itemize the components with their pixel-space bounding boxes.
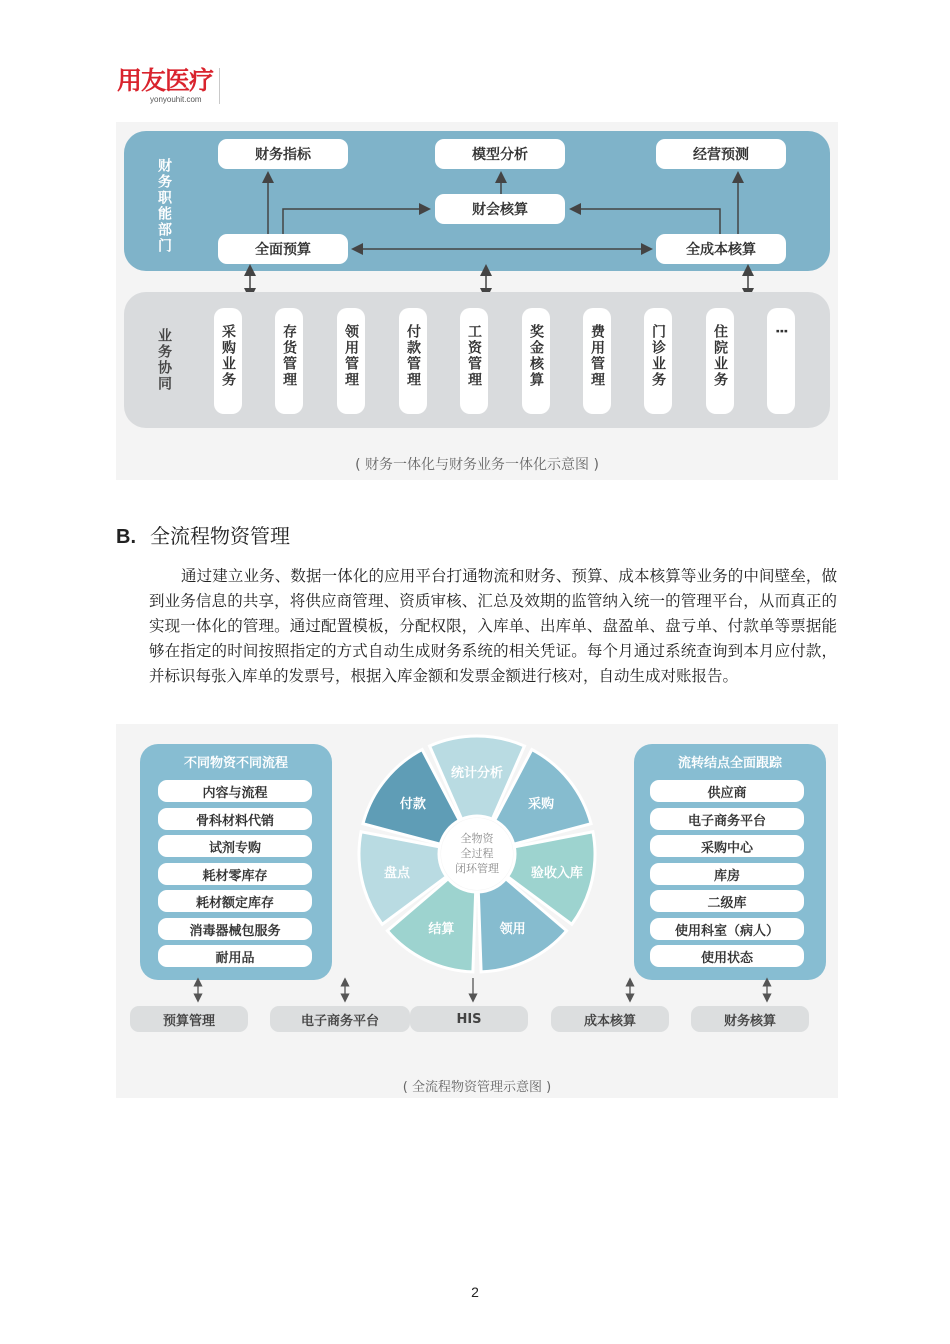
pill-full-cost: 全成本核算: [656, 234, 786, 264]
column-requisition: 领用管理: [337, 308, 365, 414]
wheel-segment-label: 验收入库: [530, 866, 583, 882]
bottom-finance: 财务核算: [691, 1006, 809, 1032]
left-item: 耗材额定库存: [158, 890, 312, 912]
column-inpatient: 住院业务: [706, 308, 734, 414]
page-number: 2: [471, 1284, 479, 1300]
right-item: 库房: [650, 863, 804, 885]
column-procurement: 采购业务: [214, 308, 242, 414]
right-item: 使用状态: [650, 945, 804, 967]
wheel-segment-label: 领用: [499, 921, 526, 937]
column-expense: 费用管理: [583, 308, 611, 414]
pill-model-analysis: 模型分析: [435, 139, 565, 169]
pill-business-forecast: 经营预测: [656, 139, 786, 169]
figure-material-management: [116, 724, 838, 1098]
bottom-ecommerce: 电子商务平台: [270, 1006, 410, 1032]
left-item: 消毒器械包服务: [158, 918, 312, 940]
right-item: 使用科室（病人）: [650, 918, 804, 940]
left-panel-title: 不同物资不同流程: [183, 756, 288, 771]
left-item: 耐用品: [158, 945, 312, 967]
column-payment: 付款管理: [399, 308, 427, 414]
column-salary: 工资管理: [460, 308, 488, 414]
wheel-segment-label: 付款: [399, 796, 426, 812]
column-inventory: 存货管理: [275, 308, 303, 414]
column-more: ⋮: [767, 308, 795, 414]
column-outpatient: 门诊业务: [644, 308, 672, 414]
right-item: 供应商: [650, 780, 804, 802]
figure1-caption: ( 财务一体化与财务业务一体化示意图 ): [355, 457, 599, 473]
pill-accounting: 财会核算: [435, 194, 565, 224]
wheel-segment-label: 盘点: [384, 866, 411, 882]
right-item: 采购中心: [650, 835, 804, 857]
left-item: 耗材零库存: [158, 863, 312, 885]
wheel-center-label: 闭环管理: [455, 862, 499, 875]
left-item: 内容与流程: [158, 780, 312, 802]
logo-text: 用友医疗: [117, 66, 214, 95]
section-heading: [116, 520, 290, 549]
bottom-budget: 预算管理: [130, 1006, 248, 1032]
left-item: 试剂专购: [158, 835, 312, 857]
bottom-cost: 成本核算: [551, 1006, 669, 1032]
right-panel-title: 流转结点全面跟踪: [677, 756, 782, 771]
wheel-center-label: 全过程: [460, 847, 494, 860]
pill-budget: 全面预算: [218, 234, 348, 264]
bottom-arrows: [116, 974, 838, 1008]
logo-divider: [219, 68, 220, 104]
left-item: 骨科材料代销: [158, 808, 312, 830]
logo-url: yonyouhit.com: [150, 95, 202, 104]
business-label: 业务协同: [156, 328, 172, 392]
figure2-caption: ( 全流程物资管理示意图 ): [402, 1080, 552, 1095]
wheel-segment-label: 统计分析: [450, 766, 504, 781]
wheel-center-label: 全物资: [460, 832, 494, 845]
section-title: 全流程物资管理: [150, 524, 290, 548]
right-item: 电子商务平台: [650, 808, 804, 830]
column-bonus: 奖金核算: [522, 308, 550, 414]
wheel-segment-label: 采购: [528, 796, 555, 812]
pill-financial-indicators: 财务指标: [218, 139, 348, 169]
bottom-his: HIS: [410, 1006, 528, 1032]
figure-finance-integration: [116, 122, 838, 480]
wheel-segment-label: 结算: [428, 921, 455, 937]
process-wheel: [352, 724, 602, 984]
section-label: B.: [116, 526, 136, 548]
section-paragraph: 通过建立业务、数据一体化的应用平台打通物流和财务、预算、成本核算等业务的中间壁垒，做到业务信息的共享，将供应商管理、资质审核、汇总及效期的监管纳入统一的管理平台，从而真正的实现一体化的管理。通过配置模板，分配权限，入库单、出库单、盘盈单、盘亏单、付款单等票据能够在指定的时间按照指定的方式自动生成财务系统的相关凭证。每个月通过系统查询到本月应付款，并标识每张入库单的发票号，根据入库金额和发票金额进行核对，自动生成对账报告。: [149, 567, 837, 685]
right-item: 二级库: [650, 890, 804, 912]
finance-label: 财务职能部门: [156, 158, 172, 254]
